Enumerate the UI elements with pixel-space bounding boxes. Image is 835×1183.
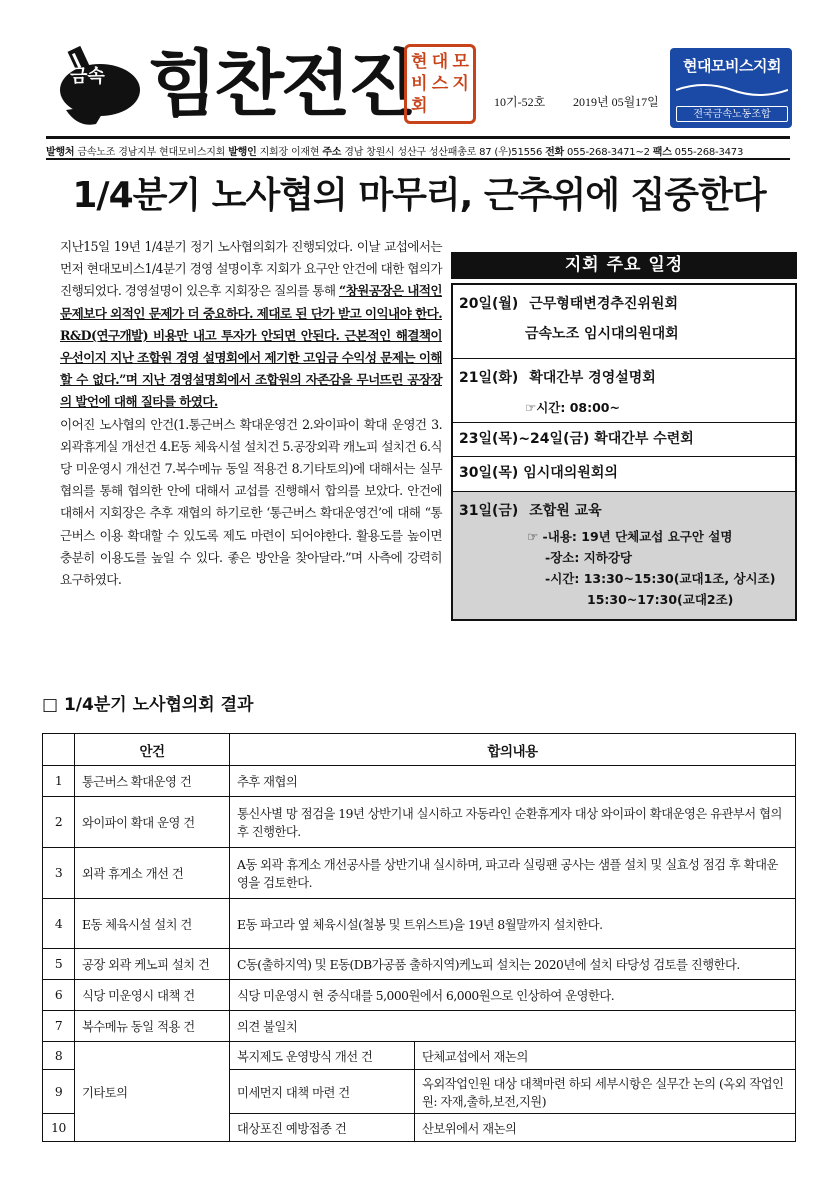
row-agenda: 외곽 휴게소 개선 건 <box>75 848 230 899</box>
table-row <box>43 766 796 797</box>
seal-char: 회 <box>411 95 428 116</box>
table-row <box>43 1011 796 1042</box>
schedule-event: 확대간부 경영설명회 <box>529 370 656 386</box>
schedule-time: 15:30~17:30(교대2조) <box>587 592 734 607</box>
phone-label: 전화 <box>545 147 565 158</box>
schedule-title: 지회 주요 일정 <box>451 252 797 279</box>
schedule-event: 금속노조 임시대의원대회 <box>525 326 679 342</box>
schedule-date: 21일(화) <box>459 370 519 386</box>
seal-char: 현 <box>411 51 428 72</box>
row-number: 6 <box>43 980 75 1011</box>
table-header-agenda: 안건 <box>75 734 230 766</box>
schedule-item <box>453 285 795 359</box>
results-section-title: □ 1/4분기 노사협의회 결과 <box>42 695 254 715</box>
row-content: 의견 불일치 <box>230 1011 796 1042</box>
badge-divider <box>676 80 788 100</box>
schedule-box <box>451 283 797 621</box>
table-row <box>43 797 796 848</box>
row-content: 식당 미운영시 현 중식대를 5,000원에서 6,000원으로 인상하여 운영한다. <box>230 980 796 1011</box>
row-number: 9 <box>43 1070 75 1114</box>
schedule-item <box>453 457 795 492</box>
publisher-rule <box>46 158 790 160</box>
row-content: C동(출하지역) 및 E동(DB가공품 출하지역)케노피 설치는 2020년에 설치 타당성 검토를 진행한다. <box>230 949 796 980</box>
row-agenda: 공장 외곽 케노피 설치 건 <box>75 949 230 980</box>
row-number: 1 <box>43 766 75 797</box>
row-number: 3 <box>43 848 75 899</box>
schedule-time: -시간: 13:30~15:30(교대1조, 상시조) <box>545 571 776 586</box>
masthead-rule <box>46 136 790 139</box>
row-number: 7 <box>43 1011 75 1042</box>
article-quote: “창원공장은 내적인 문제보다 외적인 문제가 더 중요하다. 제대로 된 단가 받고 이익내야 한다. R&D(연구개발) 비용만 내고 투자가 안되면 안된다. 근본적인 해결책이 우선이지 지난 조합원 경영 설명회에서 제기한 고임금 수익성 문제는 이해할 수 없다.”며 지난 경영설명회에서 조합원의 자존감을 무너뜨린 공장장의 발언에 대해 질타를 하였다. <box>60 283 443 410</box>
seal-char: 지 <box>452 73 469 94</box>
table-header-agreement: 합의내용 <box>230 734 796 766</box>
schedule-date: 20일(월) <box>459 296 519 312</box>
row-number: 5 <box>43 949 75 980</box>
row-content: E동 파고라 옆 체육시설(철봉 및 트위스트)을 19년 8월말까지 설치한다. <box>230 899 796 949</box>
row-sub-agenda: 미세먼지 대책 마련 건 <box>230 1070 415 1114</box>
row-sub-agenda: 대상포진 예방접종 건 <box>230 1114 415 1142</box>
fax: 055-268-3473 <box>674 147 744 158</box>
results-table <box>42 733 796 1142</box>
newsletter-title: 힘찬전진 <box>148 42 415 126</box>
seal-char: 대 <box>431 51 449 72</box>
table-header-no <box>43 734 75 766</box>
row-content: A동 외곽 휴게소 개선공사를 상반기내 실시하며, 파고라 실링팬 공사는 샘플 설치 및 실효성 점검 후 확대운영을 검토한다. <box>230 848 796 899</box>
row-content: 산보위에서 재논의 <box>415 1114 796 1142</box>
schedule-event: 근무형태변경추진위원회 <box>529 296 678 312</box>
table-row <box>43 899 796 949</box>
schedule-date: 31일(금) <box>459 503 519 519</box>
address-label: 주소 <box>322 147 342 158</box>
headline: 1/4분기 노사협의 마무리, 근추위에 집중한다 <box>72 175 766 216</box>
row-sub-agenda: 복지제도 운영방식 개선 건 <box>230 1042 415 1070</box>
fax-label: 팩스 <box>652 147 672 158</box>
branch-seal <box>404 44 476 124</box>
article-paragraph-2: 이어진 노사협의 안건(1.통근버스 확대운영건 2.와이파이 확대 운영건 3.외곽휴게실 개선건 4.E동 체육시설 설치건 5.공장외곽 캐노피 설치건 6.식당 미운영시 개선건 7.복수메뉴 동일 적용건 8.기타토의)에 대해서는 실무협의를 통해 협의한 안에 대해서 교섭를 진행해서 합의를 보았다. 안건에 대해서 지회장은 추후 재협의 하기로한 ‘통근버스 확대운영건’에 대해 “통근버스 이용 확대할 수 있도록 제도 마련이 되어야한다. 활용도를 높이면 충분히 이용도를 높일 수 있다. 좋은 방안을 찾아달라.”며 사측에 강력히 요구하였다. <box>60 416 442 588</box>
row-agenda: 와이파이 확대 운영 건 <box>75 797 230 848</box>
row-number: 4 <box>43 899 75 949</box>
publisher-label: 발행인 <box>228 147 257 158</box>
row-number: 8 <box>43 1042 75 1070</box>
schedule-content: ☞ -내용: 19년 단체교섭 요구안 설명 <box>527 529 733 544</box>
row-number: 2 <box>43 797 75 848</box>
table-row <box>43 1042 796 1070</box>
address: 경남 창원시 성산구 성산패총로 87 (우)51556 <box>344 147 543 158</box>
row-number: 10 <box>43 1114 75 1142</box>
schedule-item <box>453 359 795 423</box>
badge-union-name: 전국금속노동조합 <box>676 106 788 122</box>
row-agenda: 식당 미운영시 대책 건 <box>75 980 230 1011</box>
table-row <box>43 848 796 899</box>
issue-date: 2019년 05월17일 <box>573 95 659 109</box>
issue-number: 10기-52호 <box>494 95 546 109</box>
article-body <box>60 236 442 591</box>
row-agenda: 복수메뉴 동일 적용 건 <box>75 1011 230 1042</box>
table-row <box>43 949 796 980</box>
article-paragraph-1: 지난15일 19년 1/4분기 정기 노사협의회가 진행되었다. 이날 교섭에서는 먼저 현대모비스1/4분기 경영 설명이후 지회가 요구안 안건에 대한 협의가 진행되었다. 경영설명이 있은후 지회장은 질의를 통해 <box>60 239 442 299</box>
flag-stripes-icon <box>676 80 788 100</box>
publisher-name: 지회장 이재현 <box>259 147 320 158</box>
row-content: 옥외작업인원 대상 대책마련 하되 세부시항은 실무간 논의 (옥외 작업인원: 자재,출하,보전,지원) <box>415 1070 796 1114</box>
seal-char: 비 <box>411 73 428 94</box>
schedule-time: ☞시간: 08:00~ <box>525 400 620 415</box>
schedule-event: 23일(목)~24일(금) 확대간부 수련회 <box>459 431 694 447</box>
logo-text: 금속 <box>70 66 105 87</box>
row-agenda: E동 체육시설 설치 건 <box>75 899 230 949</box>
schedule-event: 조합원 교육 <box>529 503 602 519</box>
row-agenda-other: 기타토의 <box>75 1042 230 1142</box>
schedule-item <box>453 492 795 619</box>
publisher-line <box>46 143 743 158</box>
phone: 055-268-3471~2 <box>567 147 650 158</box>
table-header-row <box>43 734 796 766</box>
schedule-place: -장소: 지하강당 <box>545 550 632 565</box>
row-agenda: 통근버스 확대운영 건 <box>75 766 230 797</box>
row-content: 단체교섭에서 재논의 <box>415 1042 796 1070</box>
row-content: 추후 재협의 <box>230 766 796 797</box>
table-row <box>43 980 796 1011</box>
schedule-item <box>453 423 795 457</box>
schedule-event: 30일(목) 임시대의원회의 <box>459 465 618 481</box>
issuer: 금속노조 경남지부 현대모비스지회 <box>77 147 226 158</box>
badge-branch-name: 현대모비스지회 <box>683 57 781 75</box>
issuer-label: 발행처 <box>46 147 75 158</box>
seal-char: 스 <box>431 73 449 94</box>
row-content: 통신사별 망 점검을 19년 상반기내 실시하고 자동라인 순환휴게자 대상 와이파이 확대운영은 유관부서 협의후 진행한다. <box>230 797 796 848</box>
seal-char: 모 <box>452 51 469 72</box>
